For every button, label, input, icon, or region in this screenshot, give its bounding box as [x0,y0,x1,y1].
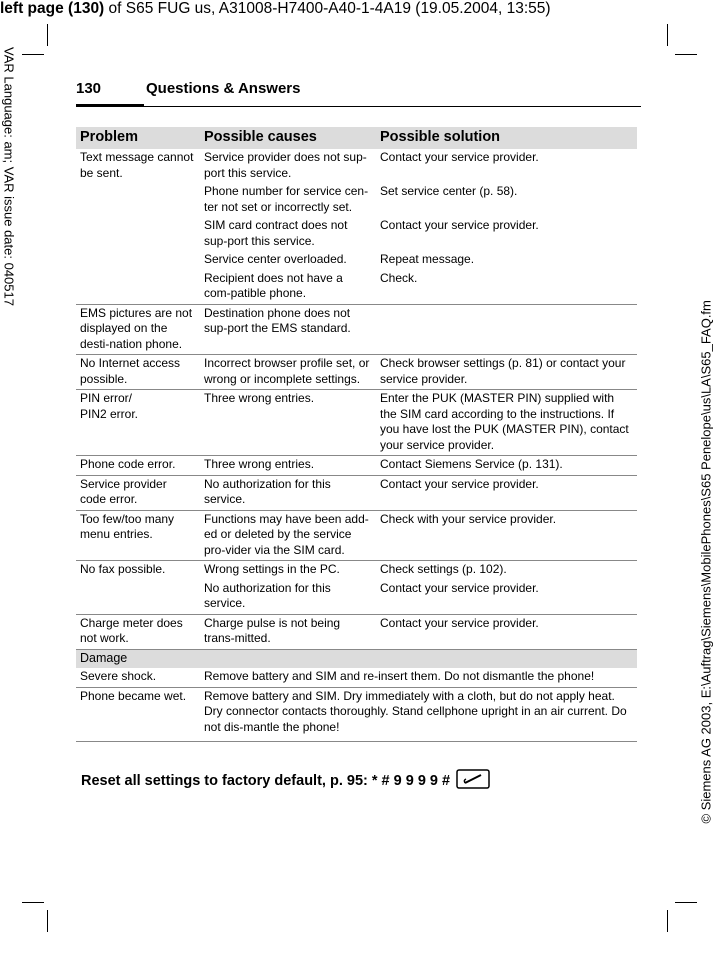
file-header [0,0,551,18]
problem-cell: Phone code error. [76,456,200,476]
table-header-row [76,127,637,149]
file-header-info: of S65 FUG us, A31008-H7400-A40-1-4A19 (19.05.2004, 13:55) [104,0,551,17]
solution-cell: Repeat message. [380,252,475,266]
problem-cell: No Internet access possible. [76,355,200,390]
table-row [76,390,637,456]
problem-cell [76,217,200,251]
crop-mark [47,24,48,46]
col-header-causes: Possible causes [200,127,376,149]
table-row [76,149,637,183]
solution-cell: Contact your service provider. [380,218,539,232]
header-rule-thick [76,104,144,107]
table-row [76,687,637,742]
table-row [76,355,637,390]
table-row [76,304,637,355]
problem-cell: Charge meter does not work. [76,614,200,649]
header-rule [144,106,641,107]
cause-cell: Phone number for service cen-ter not set or incorrectly set. [204,184,369,214]
problem-cell: Severe shock. [76,668,200,687]
table-row [76,456,637,476]
crop-mark [22,902,44,903]
problem-cell: No fax possible. [80,562,166,576]
page-title: Questions & Answers [146,80,301,97]
solution-cell: Check with your service provider. [376,510,637,561]
detail-cell: Remove battery and SIM. Dry immediately with a cloth, but do not apply heat. Dry connector contacts thoroughly. Stand cellphone upright in an air current. Do not dis-mantle the phone! [200,687,637,742]
side-note-left: VAR Language: am; VAR issue date: 040517 [1,47,17,306]
solution-cell: Check browser settings (p. 81) or contact your service provider. [376,355,637,390]
cause-cell: No authorization for this service. [200,475,376,510]
table-row [76,251,637,270]
cause-cell: Incorrect browser profile set, or wrong or incomplete settings. [200,355,376,390]
crop-mark [667,24,668,46]
table-row [76,510,637,561]
crop-mark [675,54,697,55]
crop-mark [22,54,44,55]
table-row [76,561,637,580]
reset-note-text: Reset all settings to factory default, p. 95: * # 9 9 9 9 # [81,772,451,789]
faq-table [76,127,637,742]
call-key-icon [456,769,490,793]
problem-cell [76,251,200,270]
table-row [76,614,637,649]
section-row-damage [76,649,637,668]
solution-cell: Contact your service provider. [380,150,539,164]
solution-cell: Set service center (p. 58). [380,184,518,198]
reset-note [81,769,490,793]
cause-cell: Three wrong entries. [200,456,376,476]
solution-cell: Check settings (p. 102). [380,562,507,576]
table-row [76,580,637,615]
side-note-right: © Siemens AG 2003, E:\Auftrag\Siemens\MobilePhones\S65 Penelope\us\LA\S65_FAQ.fm [698,300,714,824]
col-header-problem: Problem [76,127,200,149]
col-header-solution: Possible solution [376,127,637,149]
section-label: Damage [76,649,637,668]
problem-cell: Phone became wet. [76,687,200,742]
solution-cell: Enter the PUK (MASTER PIN) supplied with the SIM card according to the instructions. If you have lost the PUK (MASTER PIN), contact your service provider. [376,390,637,456]
page-number: 130 [76,80,102,97]
solution-cell: Contact your service provider. [376,614,637,649]
crop-mark [675,902,697,903]
problem-cell: Service provider code error. [76,475,200,510]
problem-cell [76,580,200,615]
cause-cell: Recipient does not have a com-patible phone. [200,270,376,305]
table-row [76,183,637,217]
file-header-page: left page (130) [0,0,105,17]
problem-cell: Too few/too many menu entries. [76,510,200,561]
crop-mark [47,910,48,932]
table-row [76,217,637,251]
solution-cell: Check. [376,270,637,305]
cause-cell: Service center overloaded. [204,252,347,266]
detail-cell: Remove battery and SIM and re-insert them. Do not dismantle the phone! [200,668,637,687]
table-row [76,668,637,687]
problem-cell [76,270,200,305]
cause-cell: Wrong settings in the PC. [204,562,340,576]
cause-cell: SIM card contract does not sup-port this service. [204,218,348,248]
table-row [76,270,637,305]
cause-cell: Destination phone does not sup-port the EMS standard. [200,304,376,355]
solution-cell: Contact Siemens Service (p. 131). [376,456,637,476]
cause-cell: Charge pulse is not being trans-mitted. [200,614,376,649]
problem-cell: EMS pictures are not displayed on the desti-nation phone. [76,304,200,355]
cause-cell: Functions may have been add-ed or deleted by the service pro-vider via the SIM card. [200,510,376,561]
cause-cell: No authorization for this service. [200,580,376,615]
cause-cell: Three wrong entries. [200,390,376,456]
table-row [76,475,637,510]
solution-cell [376,304,637,355]
problem-cell: PIN error/ PIN2 error. [76,390,200,456]
problem-cell [76,183,200,217]
solution-cell: Contact your service provider. [376,475,637,510]
problem-cell: Text message cannot be sent. [80,150,194,180]
crop-mark [667,910,668,932]
solution-cell: Contact your service provider. [376,580,637,615]
cause-cell: Service provider does not sup-port this service. [204,150,367,180]
